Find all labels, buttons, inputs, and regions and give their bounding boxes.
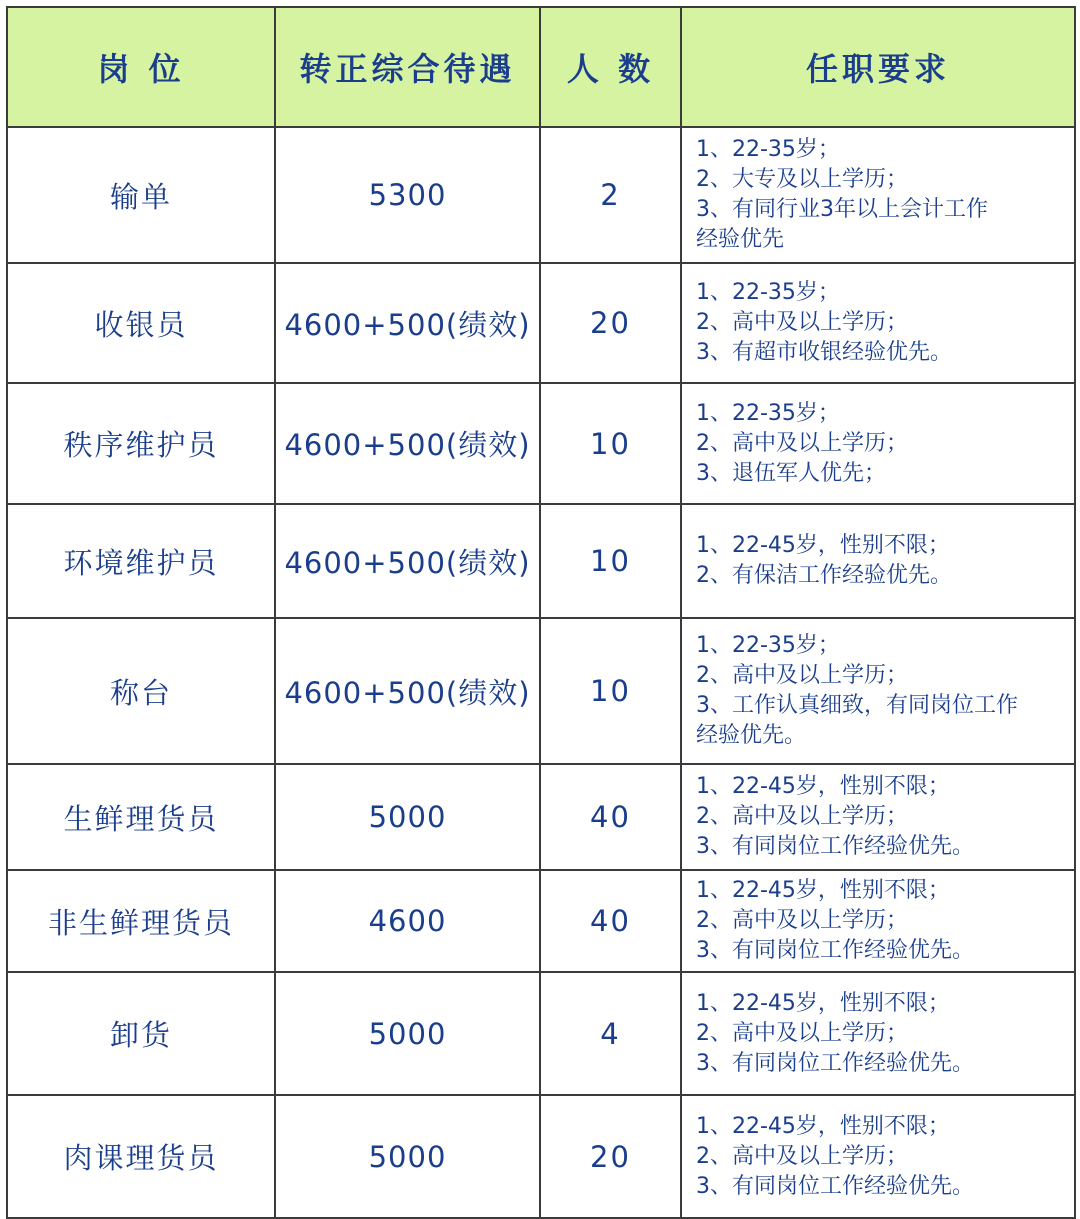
salary-cell: 4600	[275, 870, 540, 972]
position-cell: 秩序维护员	[7, 383, 275, 504]
position-cell: 称台	[7, 618, 275, 764]
requirements-cell	[681, 870, 1075, 972]
count-cell: 40	[540, 764, 681, 870]
requirement-line: 2、有保洁工作经验优先。	[696, 563, 952, 588]
requirement-line: 3、有同岗位工作经验优先。	[696, 1173, 974, 1199]
requirement-line: 3、工作认真细致，有同岗位工作	[696, 693, 1018, 718]
requirement-line: 经验优先。	[696, 723, 807, 748]
table-row	[7, 263, 1075, 383]
count-cell: 4	[540, 972, 681, 1095]
requirement-line: 1、22-45岁，性别不限；	[696, 990, 950, 1016]
requirement-line: 1、22-35岁；	[696, 400, 840, 426]
requirements-cell	[681, 383, 1075, 504]
requirement-line: 2、高中及以上学历；	[696, 430, 908, 456]
salary-cell: 4600+500(绩效)	[275, 504, 540, 618]
salary-cell: 4600+500(绩效)	[275, 383, 540, 504]
table-row	[7, 618, 1075, 764]
position-cell: 收银员	[7, 263, 275, 383]
table-row	[7, 972, 1075, 1095]
requirement-line: 1、22-45岁，性别不限；	[696, 1113, 950, 1139]
requirement-line: 1、22-35岁；	[696, 280, 840, 305]
requirement-line: 1、22-35岁；	[696, 633, 840, 658]
requirement-line: 3、有同岗位工作经验优先。	[696, 938, 974, 963]
requirements-cell	[681, 263, 1075, 383]
requirement-line: 3、有同岗位工作经验优先。	[696, 834, 974, 859]
requirement-line: 1、22-45岁，性别不限；	[696, 774, 950, 799]
requirement-line: 经验优先	[696, 227, 785, 252]
table-row	[7, 1095, 1075, 1218]
position-cell: 环境维护员	[7, 504, 275, 618]
count-cell: 10	[540, 383, 681, 504]
count-cell: 10	[540, 504, 681, 618]
requirement-line: 2、高中及以上学历；	[696, 663, 908, 688]
header-salary: 转正综合待遇	[275, 7, 540, 127]
table-row	[7, 870, 1075, 972]
requirements-cell	[681, 504, 1075, 618]
requirements-cell	[681, 972, 1075, 1095]
count-cell: 20	[540, 1095, 681, 1218]
position-cell: 肉课理货员	[7, 1095, 275, 1218]
requirements-cell	[681, 1095, 1075, 1218]
requirement-line: 1、22-45岁，性别不限；	[696, 878, 950, 903]
recruitment-table	[6, 6, 1076, 1219]
requirement-line: 3、有同岗位工作经验优先。	[696, 1050, 974, 1076]
salary-cell: 5000	[275, 764, 540, 870]
requirement-line: 2、大专及以上学历；	[696, 167, 908, 192]
position-cell: 生鲜理货员	[7, 764, 275, 870]
requirement-line: 2、高中及以上学历；	[696, 1143, 908, 1169]
count-cell: 10	[540, 618, 681, 764]
header-row	[7, 7, 1075, 127]
salary-cell: 4600+500(绩效)	[275, 618, 540, 764]
header-position: 岗 位	[7, 7, 275, 127]
position-cell: 非生鲜理货员	[7, 870, 275, 972]
table-row	[7, 127, 1075, 263]
table-row	[7, 504, 1075, 618]
position-cell: 输单	[7, 127, 275, 263]
position-cell: 卸货	[7, 972, 275, 1095]
salary-cell: 5300	[275, 127, 540, 263]
requirement-line: 3、有超市收银经验优先。	[696, 340, 952, 365]
table-row	[7, 383, 1075, 504]
salary-cell: 5000	[275, 1095, 540, 1218]
requirements-cell	[681, 764, 1075, 870]
header-requirements: 任职要求	[681, 7, 1075, 127]
requirement-line: 2、高中及以上学历；	[696, 1020, 908, 1046]
header-count: 人 数	[540, 7, 681, 127]
count-cell: 2	[540, 127, 681, 263]
requirements-cell	[681, 618, 1075, 764]
requirement-line: 1、22-45岁，性别不限；	[696, 533, 950, 558]
requirement-line: 1、22-35岁；	[696, 137, 840, 162]
requirement-line: 3、退伍军人优先；	[696, 460, 886, 486]
requirement-line: 2、高中及以上学历；	[696, 310, 908, 335]
requirement-line: 3、有同行业3年以上会计工作	[696, 197, 988, 222]
count-cell: 20	[540, 263, 681, 383]
count-cell: 40	[540, 870, 681, 972]
salary-cell: 4600+500(绩效)	[275, 263, 540, 383]
table-row	[7, 764, 1075, 870]
requirements-cell	[681, 127, 1075, 263]
requirement-line: 2、高中及以上学历；	[696, 804, 908, 829]
salary-cell: 5000	[275, 972, 540, 1095]
requirement-line: 2、高中及以上学历；	[696, 908, 908, 933]
